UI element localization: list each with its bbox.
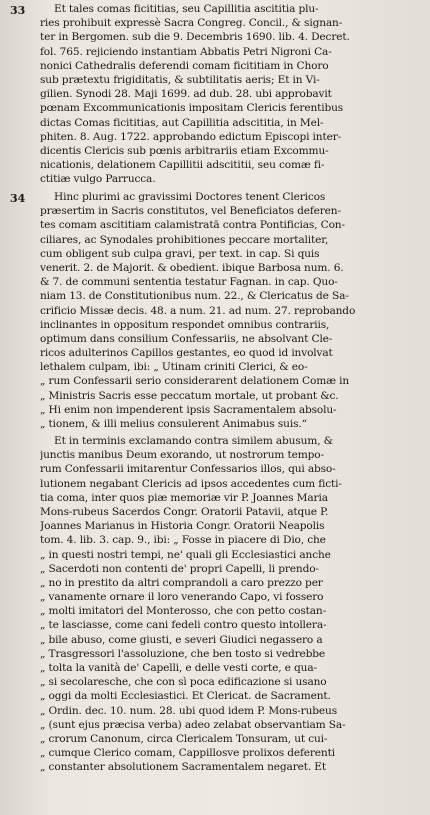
text-line: niam 13. de Constitutionibus num. 22., & Clericatus de Sa- — [40, 290, 349, 303]
text-line: Mons-rubeus Sacerdos Congr. Oratorii Patavii, atque P. — [40, 505, 329, 518]
text-line: ricos adulterinos Capillos gestantes, eo quod id involvat — [40, 347, 333, 360]
paragraph-number-33: 33 — [10, 4, 26, 17]
text-line: Et tales comas ficititias, seu Capillitia ascititia plu- — [54, 3, 319, 15]
text-line: „ in questi nostri tempi, ne' quali gli Ecclesiastici anche — [40, 548, 331, 561]
text-line: „ oggi da molti Ecclesiastici. Et Clericat. de Sacrament. — [40, 690, 331, 703]
text-line: inclinantes in oppositum respondet omnibus contrariis, — [40, 318, 330, 331]
text-line: „ Trasgressori l'assoluzione, che ben tosto si vedrebbe — [40, 647, 326, 660]
text-line: cum obligent sub culpa gravi, per text. in cap. Si quis — [40, 247, 320, 260]
text-line: ries prohibuit expressè Sacra Congreg. Concil., & signan- — [40, 17, 343, 30]
text-line: „ constanter absolutionem Sacramentalem negaret. Et — [40, 761, 326, 774]
text-line: venerit. 2. de Majorit. & obedient. ibique Barbosa num. 6. — [40, 261, 344, 274]
text-line: „ Ministris Sacris esse peccatum mortale, ut probant &c. — [40, 389, 339, 402]
text-line: ctitiæ vulgo Parrucca. — [40, 173, 156, 186]
text-line: „ no in prestito da altri comprandoli a caro prezzo per — [40, 576, 323, 589]
text-line: dictas Comas ficititias, aut Capillitia adscititia, in Mel- — [40, 116, 324, 129]
text-line: nicationis, delationem Capillitii adscititii, seu comæ fi- — [40, 159, 325, 172]
text-line: nonici Cathedralis deferendi comam ficititiam in Choro — [40, 59, 329, 72]
text-line: Joannes Marianus in Historia Congr. Oratorii Neapolis — [40, 520, 325, 533]
text-line: „ Hi enim non impenderent ipsis Sacramentalem absolu- — [40, 403, 337, 416]
text-line: tes comam ascititiam calamistratā contra Pontificias, Con- — [40, 219, 345, 232]
text-line: junctis manibus Deum exorando, ut nostrorum tempo- — [40, 449, 324, 462]
text-line: dicentis Clericis sub pœnis arbitrariis etiam Excommu- — [40, 144, 329, 157]
text-line: præsertim in Sacris constitutos, vel Beneficiatos deferen- — [40, 205, 341, 218]
text-line: „ Ordin. dec. 10. num. 28. ubi quod idem P. Mons-rubeus — [40, 704, 337, 717]
text-line: ciliares, ac Synodales prohibitiones peccare mortaliter, — [40, 233, 329, 246]
text-line: rum Confessarii imitarentur Confessarios illos, qui abso- — [40, 463, 336, 476]
text-line: ter in Bergomen. sub die 9. Decembris 1690. lib. 4. Decret. — [40, 31, 350, 44]
text-line: „ rum Confessarii serio considerarent delationem Comæ in — [40, 375, 350, 388]
text-line: „ bile abuso, come giusti, e severi Giudici negassero a — [40, 633, 323, 646]
text-line: optimum dans consilium Confessariis, ne absolvant Cle- — [40, 332, 333, 345]
text-line: Hinc plurimi ac gravissimi Doctores tenent Clericos — [54, 191, 326, 203]
text-line: & 7. de communi sententia testatur Fagnan. in cap. Quo- — [40, 276, 338, 289]
text-line: „ Sacerdoti non contenti de' propri Capelli, li prendo- — [40, 562, 319, 575]
text-line: phiten. 8. Aug. 1722. approbando edictum Episcopi inter- — [40, 130, 342, 143]
text-line: „ si secolaresche, che con sì poca edificazione si usano — [40, 676, 327, 689]
text-line: crificio Missæ decis. 48. a num. 21. ad num. 27. reprobando — [40, 304, 356, 317]
text-line: „ te lasciasse, come cani fedeli contro questo intollera- — [40, 619, 327, 632]
text-line: pœnam Excommunicationis impositam Clericis ferentibus — [40, 102, 344, 115]
paragraph-34 — [40, 190, 422, 431]
paragraph-33 — [40, 2, 422, 186]
text-line: fol. 765. rejiciendo instantiam Abbatis Petri Nigroni Ca- — [40, 45, 332, 58]
paragraph-continuation — [40, 434, 422, 775]
text-line: „ tionem, & illi melius consulerent Animabus suis.“ — [40, 418, 307, 430]
text-line: „ crorum Canonum, circa Clericalem Tonsuram, ut cui- — [40, 732, 328, 745]
text-line: tom. 4. lib. 3. cap. 9., ibi: „ Fosse in piacere di Dio, che — [40, 534, 326, 547]
text-line: sub prætextu frigiditatis, & subtilitatis aeris; Et in Vi- — [40, 73, 320, 86]
text-line: tia coma, inter quos piæ memoriæ vir P. Joannes Maria — [40, 491, 328, 504]
text-line: lethalem culpam, ibi: „ Utinam criniti Clerici, & eo- — [40, 361, 308, 374]
text-line: „ cumque Clerico comam, Cappillosve prolixos deferenti — [40, 747, 335, 760]
text-line: lutionem negabant Clericis ad ipsos accedentes cum ficti- — [40, 477, 342, 490]
paragraph-number-34: 34 — [10, 192, 26, 205]
text-line: „ tolta la vanità de' Capelli, e delle vesti corte, e qua- — [40, 662, 317, 674]
text-line: „ vanamente ornare il loro venerando Capo, vi fossero — [40, 591, 324, 604]
text-line: „ (sunt ejus præcisa verba) adeo zelabat observantiam Sa- — [40, 718, 346, 731]
text-line: gilien. Synodi 28. Maji 1699. ad dub. 28. ubi approbavit — [40, 88, 332, 101]
text-line: „ molti imitatori del Monterosso, che con petto costan- — [40, 605, 327, 618]
text-line: Et in terminis exclamando contra similem abusum, & — [54, 435, 333, 447]
